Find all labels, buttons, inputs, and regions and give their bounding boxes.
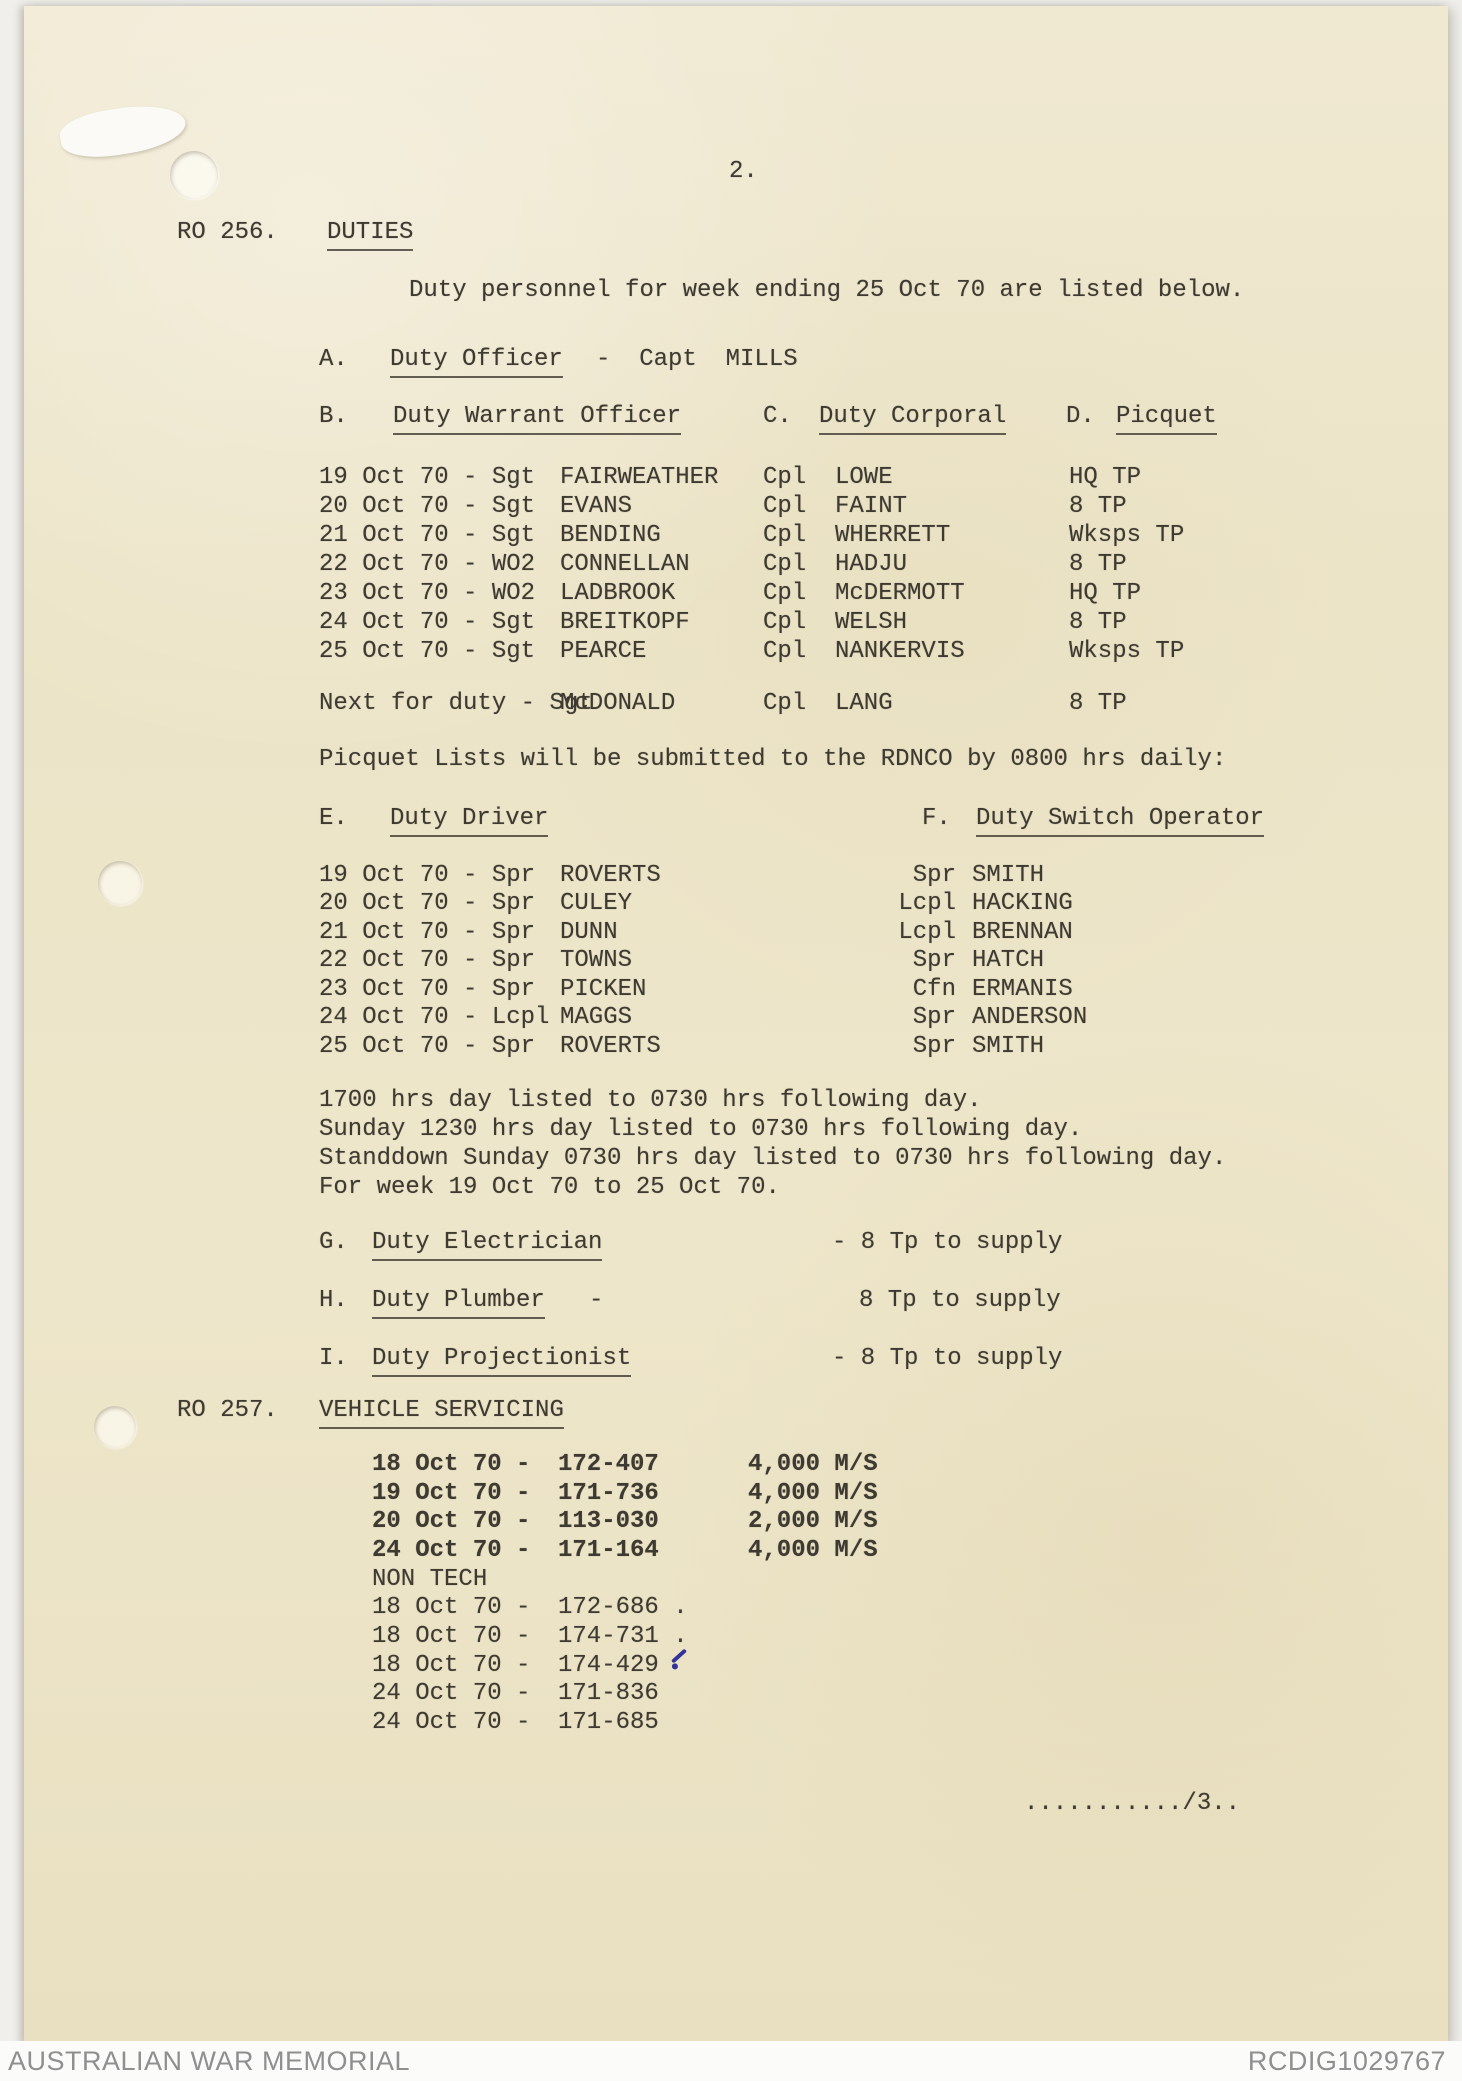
duty-wo: FAIRWEATHER xyxy=(560,464,719,491)
duty-wo: PEARCE xyxy=(560,638,647,665)
operator-name: HACKING xyxy=(972,890,1073,917)
duty-picquet: Wksps TP xyxy=(1069,638,1185,665)
vehicle-number: 171-836 xyxy=(558,1680,659,1707)
section-e-letter: E. xyxy=(319,805,348,832)
ro256-title: DUTIES xyxy=(327,219,413,251)
driver-date: 22 Oct 70 - Spr xyxy=(319,947,536,974)
driver-name: DUNN xyxy=(560,919,618,946)
operator-rank: Spr xyxy=(912,1004,956,1031)
operator-name: ANDERSON xyxy=(972,1004,1088,1031)
section-a-letter: A. xyxy=(319,346,348,373)
operator-name: BRENNAN xyxy=(972,919,1073,946)
ro256-intro: Duty personnel for week ending 25 Oct 70 are listed below. xyxy=(409,277,1245,304)
vehicle-service: 4,000 M/S xyxy=(748,1451,878,1478)
vehicle-number: 174-731 . xyxy=(558,1623,688,1650)
next-duty-picquet: 8 TP xyxy=(1069,690,1127,717)
punch-hole-middle xyxy=(98,861,142,905)
duty-date: 20 Oct 70 - Sgt xyxy=(319,493,536,520)
duty-cpl-rank: Cpl xyxy=(763,580,807,607)
duty-date: 22 Oct 70 - WO2 xyxy=(319,551,536,578)
section-d-label: Picquet xyxy=(1116,403,1217,435)
hours-note: 1700 hrs day listed to 0730 hrs following day. xyxy=(319,1087,982,1114)
next-duty-cpl-rank: Cpl xyxy=(763,690,807,717)
operator-rank: Spr xyxy=(912,947,956,974)
hours-note: Standdown Sunday 0730 hrs day listed to 0730 hrs following day. xyxy=(319,1145,1227,1172)
vehicle-service: 4,000 M/S xyxy=(748,1480,878,1507)
vehicle-number: 113-030 xyxy=(558,1508,659,1535)
operator-name: HATCH xyxy=(972,947,1045,974)
section-h-value: 8 Tp to supply xyxy=(859,1287,1061,1314)
duty-wo: CONNELLAN xyxy=(560,551,690,578)
ro256-number: RO 256. xyxy=(177,219,278,246)
driver-date: 19 Oct 70 - Spr xyxy=(319,862,536,889)
duty-cpl-rank: Cpl xyxy=(763,609,807,636)
section-i-label: Duty Projectionist xyxy=(372,1345,631,1377)
picquet-note: Picquet Lists will be submitted to the RDNCO by 0800 hrs daily: xyxy=(319,746,1227,773)
paper-sheet xyxy=(24,6,1448,2044)
driver-date: 25 Oct 70 - Spr xyxy=(319,1033,536,1060)
duty-cpl-rank: Cpl xyxy=(763,493,807,520)
duty-cpl-rank: Cpl xyxy=(763,638,807,665)
next-duty-wo: McDONALD xyxy=(560,690,676,717)
duty-picquet: 8 TP xyxy=(1069,609,1127,636)
duty-date: 21 Oct 70 - Sgt xyxy=(319,522,536,549)
vehicle-date: 18 Oct 70 - xyxy=(372,1594,531,1621)
duty-picquet: 8 TP xyxy=(1069,493,1127,520)
duty-cpl: FAINT xyxy=(835,493,908,520)
driver-name: MAGGS xyxy=(560,1004,633,1031)
operator-rank: Lcpl xyxy=(898,919,956,946)
duty-wo: EVANS xyxy=(560,493,633,520)
driver-date: 21 Oct 70 - Spr xyxy=(319,919,536,946)
duty-picquet: HQ TP xyxy=(1069,464,1142,491)
duty-date: 25 Oct 70 - Sgt xyxy=(319,638,536,665)
hours-note: Sunday 1230 hrs day listed to 0730 hrs following day. xyxy=(319,1116,1083,1143)
archive-footer xyxy=(0,2041,1462,2081)
section-f-letter: F. xyxy=(922,805,951,832)
driver-name: TOWNS xyxy=(560,947,633,974)
operator-rank: Lcpl xyxy=(898,890,956,917)
duty-cpl: McDERMOTT xyxy=(835,580,965,607)
section-e-label: Duty Driver xyxy=(390,805,548,837)
section-d-letter: D. xyxy=(1066,403,1095,430)
driver-name: ROVERTS xyxy=(560,1033,661,1060)
vehicle-date: 19 Oct 70 - xyxy=(372,1480,531,1507)
duty-picquet: HQ TP xyxy=(1069,580,1142,607)
archive-name: AUSTRALIAN WAR MEMORIAL xyxy=(8,2045,411,2076)
vehicle-date: 24 Oct 70 - xyxy=(372,1709,531,1736)
driver-name: CULEY xyxy=(560,890,633,917)
non-tech-label: NON TECH xyxy=(372,1566,488,1593)
duty-date: 23 Oct 70 - WO2 xyxy=(319,580,536,607)
duty-date: 19 Oct 70 - Sgt xyxy=(319,464,536,491)
next-duty-label: Next for duty - Sgt xyxy=(319,690,593,717)
driver-date: 24 Oct 70 - Lcpl xyxy=(319,1004,550,1031)
section-i-value: - 8 Tp to supply xyxy=(832,1345,1063,1372)
duty-wo: BREITKOPF xyxy=(560,609,690,636)
section-b-label: Duty Warrant Officer xyxy=(393,403,681,435)
section-c-label: Duty Corporal xyxy=(819,403,1006,435)
section-i-letter: I. xyxy=(319,1345,348,1372)
duty-picquet: Wksps TP xyxy=(1069,522,1185,549)
vehicle-service: 2,000 M/S xyxy=(748,1508,878,1535)
vehicle-date: 24 Oct 70 - xyxy=(372,1680,531,1707)
section-a-value: - Capt MILLS xyxy=(596,346,798,373)
section-f-label: Duty Switch Operator xyxy=(976,805,1264,837)
section-g-value: - 8 Tp to supply xyxy=(832,1229,1063,1256)
continuation-marker: .........../3.. xyxy=(1024,1790,1241,1817)
vehicle-date: 20 Oct 70 - xyxy=(372,1508,531,1535)
section-a-label: Duty Officer xyxy=(390,346,563,378)
duty-picquet: 8 TP xyxy=(1069,551,1127,578)
section-h-letter: H. xyxy=(319,1287,348,1314)
section-c-letter: C. xyxy=(763,403,792,430)
archive-reference-id: RCDIG1029767 xyxy=(1247,2045,1446,2076)
operator-rank: Spr xyxy=(912,862,956,889)
vehicle-date: 24 Oct 70 - xyxy=(372,1537,531,1564)
operator-name: SMITH xyxy=(972,1033,1045,1060)
section-h-dash: - xyxy=(589,1287,604,1314)
duty-cpl: WHERRETT xyxy=(835,522,951,549)
duty-cpl: WELSH xyxy=(835,609,908,636)
section-h-label: Duty Plumber xyxy=(372,1287,545,1319)
ro257-number: RO 257. xyxy=(177,1397,278,1424)
duty-wo: LADBROOK xyxy=(560,580,676,607)
vehicle-number: 171-736 xyxy=(558,1480,659,1507)
duty-cpl: LOWE xyxy=(835,464,893,491)
operator-rank: Cfn xyxy=(912,976,956,1003)
duty-date: 24 Oct 70 - Sgt xyxy=(319,609,536,636)
vehicle-service: 4,000 M/S xyxy=(748,1537,878,1564)
driver-name: PICKEN xyxy=(560,976,647,1003)
punch-hole-lower xyxy=(94,1406,136,1448)
duty-cpl-rank: Cpl xyxy=(763,464,807,491)
section-g-letter: G. xyxy=(319,1229,348,1256)
ro257-title: VEHICLE SERVICING xyxy=(319,1397,564,1429)
operator-name: ERMANIS xyxy=(972,976,1073,1003)
vehicle-number: 171-685 xyxy=(558,1709,659,1736)
section-b-letter: B. xyxy=(319,403,348,430)
next-duty-cpl: LANG xyxy=(835,690,893,717)
duty-cpl-rank: Cpl xyxy=(763,551,807,578)
hours-note: For week 19 Oct 70 to 25 Oct 70. xyxy=(319,1174,780,1201)
duty-cpl-rank: Cpl xyxy=(763,522,807,549)
page-number: 2. xyxy=(729,158,758,185)
driver-name: ROVERTS xyxy=(560,862,661,889)
vehicle-number: 174-429 xyxy=(558,1652,659,1679)
operator-rank: Spr xyxy=(912,1033,956,1060)
vehicle-date: 18 Oct 70 - xyxy=(372,1451,531,1478)
duty-cpl: NANKERVIS xyxy=(835,638,965,665)
operator-name: SMITH xyxy=(972,862,1045,889)
section-g-label: Duty Electrician xyxy=(372,1229,602,1261)
vehicle-number: 171-164 xyxy=(558,1537,659,1564)
vehicle-date: 18 Oct 70 - xyxy=(372,1652,531,1679)
duty-wo: BENDING xyxy=(560,522,661,549)
vehicle-number: 172-407 xyxy=(558,1451,659,1478)
duty-cpl: HADJU xyxy=(835,551,908,578)
driver-date: 23 Oct 70 - Spr xyxy=(319,976,536,1003)
punch-hole-top xyxy=(170,151,218,199)
vehicle-date: 18 Oct 70 - xyxy=(372,1623,531,1650)
torn-corner xyxy=(57,98,189,163)
driver-date: 20 Oct 70 - Spr xyxy=(319,890,536,917)
vehicle-number: 172-686 . xyxy=(558,1594,688,1621)
